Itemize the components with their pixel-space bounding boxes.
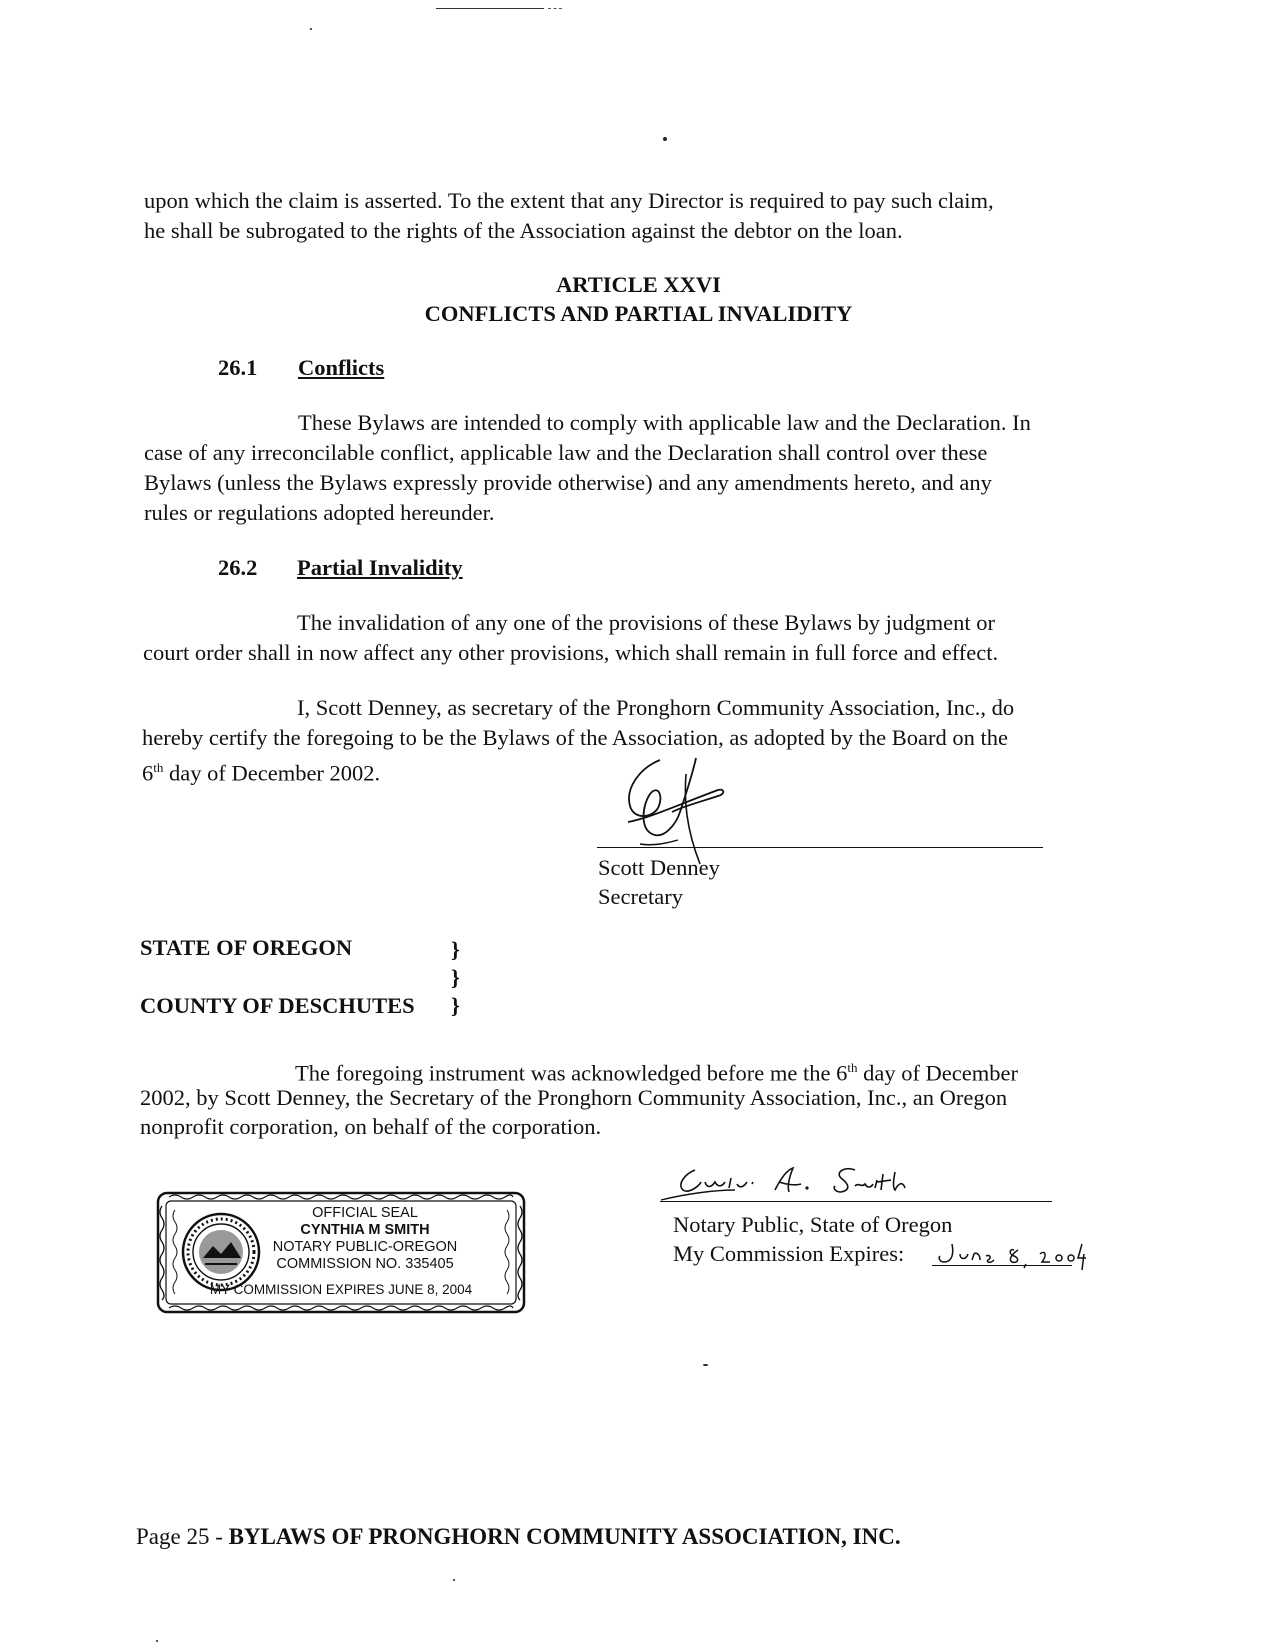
scan-speck [703, 1364, 708, 1366]
official-seal [155, 1190, 527, 1315]
footer-page-label: Page 25 - [136, 1524, 229, 1549]
seal-line: OFFICIAL SEAL [312, 1205, 418, 1221]
acknowledgment-text: day of December [857, 1060, 1018, 1086]
seal-line: COMMISSION NO. 335405 [276, 1256, 454, 1272]
certification-rest: day of December 2002. [163, 760, 381, 786]
intro-line-2: he shall be subrogated to the rights of the Association against the debtor on the loan. [144, 218, 903, 243]
certification-day-suffix: th [153, 760, 164, 775]
seal-line: NOTARY PUBLIC-OREGON [272, 1239, 458, 1255]
section-number: 26.1 [218, 355, 258, 380]
section-text-line: The invalidation of any one of the provisions of these Bylaws by judgment or [297, 610, 995, 635]
venue-state: STATE OF OREGON [140, 935, 353, 960]
section-text-line: These Bylaws are intended to comply with applicable law and the Declaration. In [298, 410, 1031, 435]
venue-bracket: } [451, 965, 460, 990]
section-text-line: Bylaws (unless the Bylaws expressly provide otherwise) and any amendments hereto, and any [144, 470, 992, 495]
secretary-signature [600, 748, 760, 868]
section-text-line: court order shall in now affect any other provisions, which shall remain in full force and effect. [143, 640, 999, 665]
acknowledgment-line-3: nonprofit corporation, on behalf of the corporation. [140, 1114, 602, 1139]
scan-mark-top-dash [548, 8, 562, 9]
notary-expires-label: My Commission Expires: [673, 1241, 905, 1266]
acknowledgment-line-2: 2002, by Scott Denney, the Secretary of the Pronghorn Community Association, Inc., an Oregon [140, 1085, 1008, 1110]
certification-line-1: I, Scott Denney, as secretary of the Pronghorn Community Association, Inc., do [297, 695, 1015, 720]
section-text-line: rules or regulations adopted hereunder. [144, 500, 495, 525]
acknowledgment-day-suffix: th [847, 1060, 858, 1075]
notary-expiry-handwritten [932, 1236, 1092, 1272]
scan-speck [310, 28, 312, 30]
signatory-title: Secretary [598, 884, 683, 909]
seal-line: CYNTHIA M SMITH [300, 1222, 430, 1238]
certification-day: 6 [142, 760, 154, 786]
venue-county: COUNTY OF DESCHUTES [140, 993, 415, 1018]
page-footer [136, 1522, 901, 1552]
scan-speck [663, 137, 667, 141]
section-number: 26.2 [218, 555, 258, 580]
scan-speck [156, 1640, 158, 1642]
acknowledgment-text: The foregoing instrument was acknowledged before me the 6 [295, 1060, 848, 1086]
scan-mark-top [436, 8, 544, 9]
certification-line-2: hereby certify the foregoing to be the Bylaws of the Association, as adopted by the Board on the [142, 725, 1009, 750]
secretary-signature-line [597, 847, 1043, 848]
notary-expires-underline [932, 1265, 1072, 1266]
venue-bracket: } [451, 993, 460, 1018]
article-title: CONFLICTS AND PARTIAL INVALIDITY [424, 301, 853, 326]
section-text-line: case of any irreconcilable conflict, applicable law and the Declaration shall control over these [144, 440, 988, 465]
notary-signature-line [660, 1201, 1052, 1202]
scan-speck [453, 1579, 455, 1581]
notary-title: Notary Public, State of Oregon [673, 1212, 953, 1237]
venue-bracket: } [451, 937, 460, 962]
article-number: ARTICLE XXVI [556, 272, 721, 297]
section-title: Partial Invalidity [297, 555, 463, 580]
certification-line-3 [142, 753, 380, 788]
signatory-name: Scott Denney [598, 855, 720, 880]
section-title: Conflicts [298, 355, 385, 380]
intro-line-1: upon which the claim is asserted. To the extent that any Director is required to pay such claim, [144, 188, 994, 213]
footer-doc-title: BYLAWS OF PRONGHORN COMMUNITY ASSOCIATION, INC. [228, 1524, 901, 1549]
seal-line: MY COMMISSION EXPIRES JUNE 8, 2004 [209, 1282, 473, 1297]
